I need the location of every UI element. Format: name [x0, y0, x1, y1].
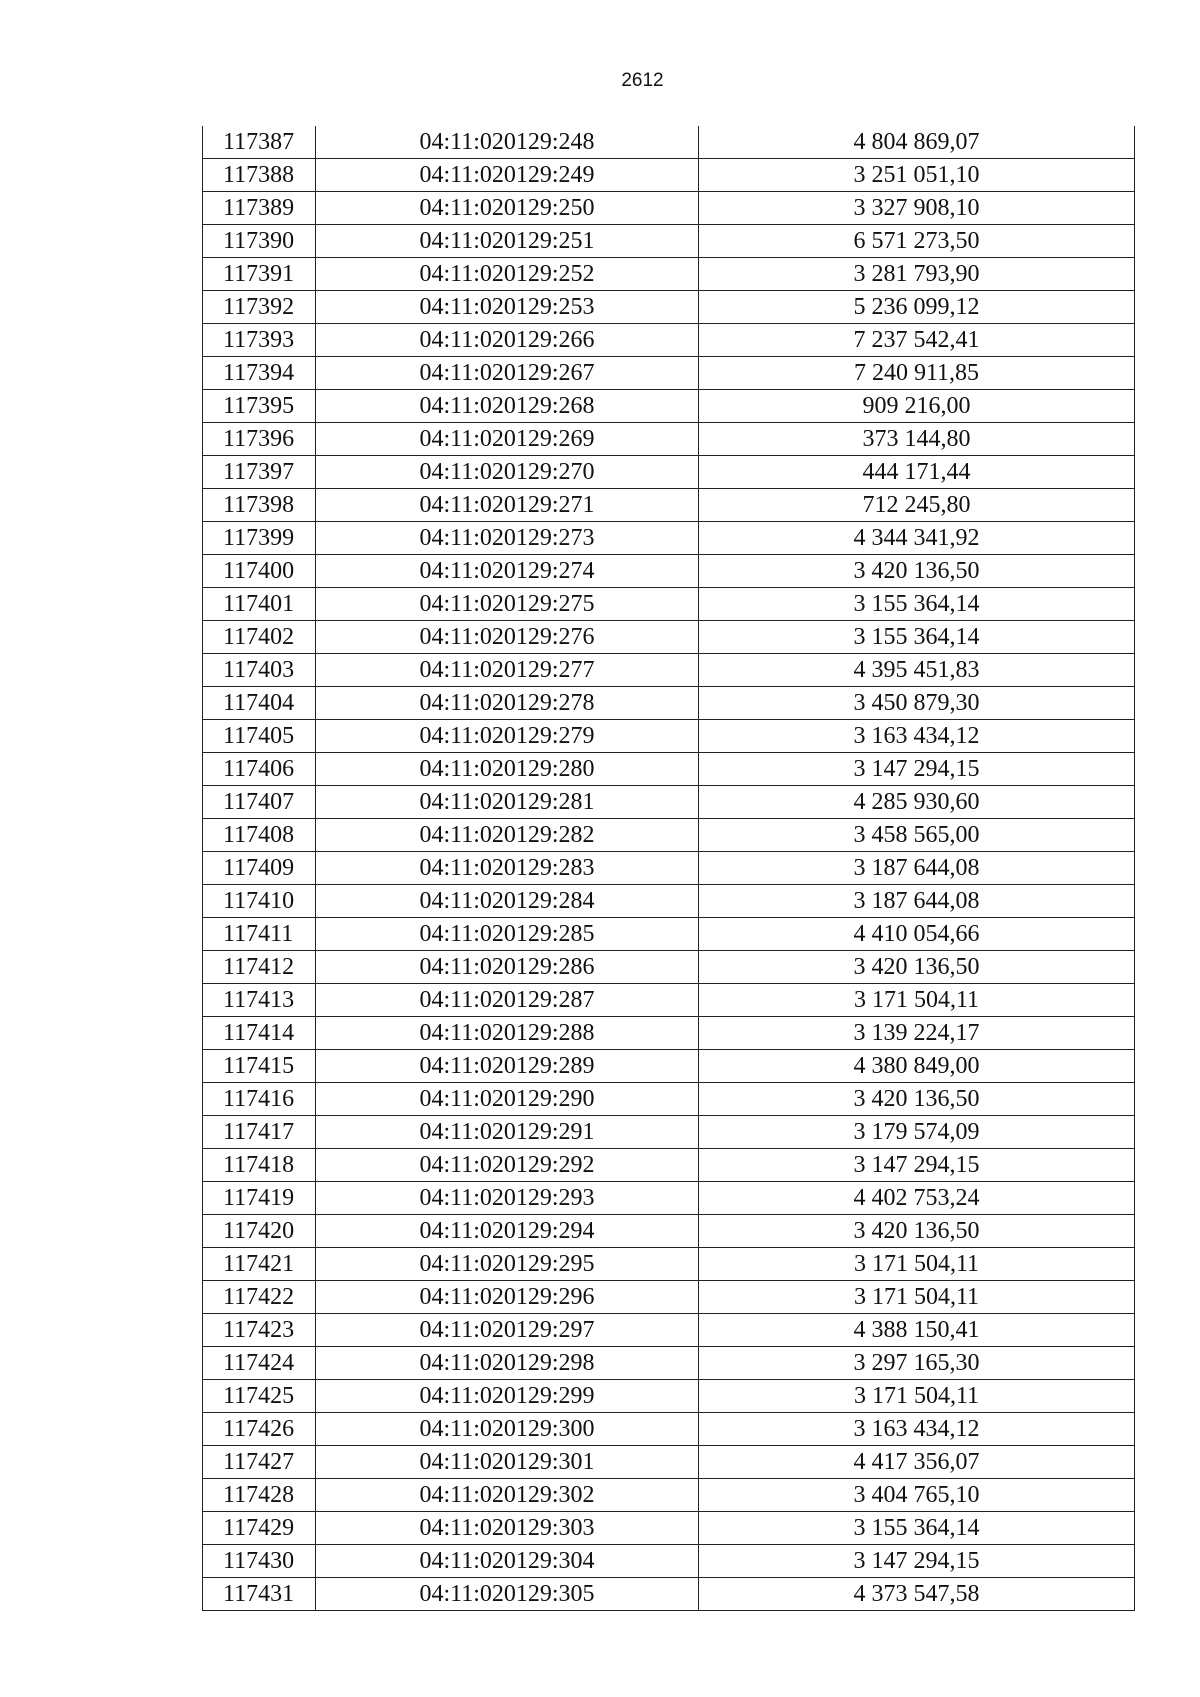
row-number-cell: 117401 [203, 588, 316, 621]
table-row [203, 687, 1135, 720]
cadastral-number-cell: 04:11:020129:295 [316, 1248, 699, 1281]
table-row [203, 1281, 1135, 1314]
cadastral-number-cell: 04:11:020129:253 [316, 291, 699, 324]
cadastral-number-cell: 04:11:020129:289 [316, 1050, 699, 1083]
row-number-cell: 117397 [203, 456, 316, 489]
table-row [203, 588, 1135, 621]
cadastral-value-cell: 4 804 869,07 [699, 126, 1135, 159]
cadastral-number-cell: 04:11:020129:266 [316, 324, 699, 357]
row-number-cell: 117418 [203, 1149, 316, 1182]
cadastral-number-cell: 04:11:020129:290 [316, 1083, 699, 1116]
cadastral-number-cell: 04:11:020129:294 [316, 1215, 699, 1248]
cadastral-number-cell: 04:11:020129:299 [316, 1380, 699, 1413]
cadastral-value-cell: 3 281 793,90 [699, 258, 1135, 291]
cadastral-value-cell: 6 571 273,50 [699, 225, 1135, 258]
row-number-cell: 117393 [203, 324, 316, 357]
cadastral-number-cell: 04:11:020129:283 [316, 852, 699, 885]
cadastral-number-cell: 04:11:020129:298 [316, 1347, 699, 1380]
row-number-cell: 117426 [203, 1413, 316, 1446]
cadastral-value-cell: 4 410 054,66 [699, 918, 1135, 951]
cadastral-value-cell: 3 187 644,08 [699, 885, 1135, 918]
cadastral-value-cell: 3 139 224,17 [699, 1017, 1135, 1050]
table-row [203, 1512, 1135, 1545]
table-row [203, 786, 1135, 819]
cadastral-value-cell: 3 163 434,12 [699, 720, 1135, 753]
cadastral-value-cell: 3 450 879,30 [699, 687, 1135, 720]
cadastral-number-cell: 04:11:020129:249 [316, 159, 699, 192]
table-row [203, 258, 1135, 291]
cadastral-value-cell: 3 179 574,09 [699, 1116, 1135, 1149]
cadastral-value-cell: 373 144,80 [699, 423, 1135, 456]
cadastral-value-cell: 4 373 547,58 [699, 1578, 1135, 1611]
cadastral-number-cell: 04:11:020129:275 [316, 588, 699, 621]
table-row [203, 1578, 1135, 1611]
row-number-cell: 117412 [203, 951, 316, 984]
cadastral-value-cell: 4 417 356,07 [699, 1446, 1135, 1479]
table-row [203, 1149, 1135, 1182]
table-row [203, 324, 1135, 357]
row-number-cell: 117388 [203, 159, 316, 192]
cadastral-value-cell: 5 236 099,12 [699, 291, 1135, 324]
cadastral-value-cell: 3 155 364,14 [699, 621, 1135, 654]
row-number-cell: 117414 [203, 1017, 316, 1050]
cadastral-number-cell: 04:11:020129:304 [316, 1545, 699, 1578]
row-number-cell: 117395 [203, 390, 316, 423]
cadastral-value-cell: 909 216,00 [699, 390, 1135, 423]
table-row [203, 1413, 1135, 1446]
cadastral-number-cell: 04:11:020129:296 [316, 1281, 699, 1314]
table-row [203, 885, 1135, 918]
row-number-cell: 117423 [203, 1314, 316, 1347]
cadastral-value-cell: 3 420 136,50 [699, 1083, 1135, 1116]
table-row [203, 489, 1135, 522]
cadastral-value-cell: 7 240 911,85 [699, 357, 1135, 390]
cadastral-value-cell: 3 155 364,14 [699, 1512, 1135, 1545]
row-number-cell: 117387 [203, 126, 316, 159]
row-number-cell: 117413 [203, 984, 316, 1017]
row-number-cell: 117396 [203, 423, 316, 456]
cadastral-value-cell: 3 251 051,10 [699, 159, 1135, 192]
row-number-cell: 117403 [203, 654, 316, 687]
cadastral-number-cell: 04:11:020129:267 [316, 357, 699, 390]
cadastral-value-cell: 3 171 504,11 [699, 1380, 1135, 1413]
table-row [203, 192, 1135, 225]
cadastral-number-cell: 04:11:020129:277 [316, 654, 699, 687]
table-row [203, 621, 1135, 654]
cadastral-value-cell: 4 388 150,41 [699, 1314, 1135, 1347]
cadastral-number-cell: 04:11:020129:300 [316, 1413, 699, 1446]
row-number-cell: 117425 [203, 1380, 316, 1413]
row-number-cell: 117398 [203, 489, 316, 522]
row-number-cell: 117428 [203, 1479, 316, 1512]
cadastral-number-cell: 04:11:020129:276 [316, 621, 699, 654]
cadastral-number-cell: 04:11:020129:268 [316, 390, 699, 423]
row-number-cell: 117404 [203, 687, 316, 720]
table-row [203, 423, 1135, 456]
table-row [203, 1479, 1135, 1512]
cadastral-number-cell: 04:11:020129:301 [316, 1446, 699, 1479]
cadastral-value-cell: 4 344 341,92 [699, 522, 1135, 555]
cadastral-value-cell: 3 420 136,50 [699, 951, 1135, 984]
cadastral-value-cell: 3 147 294,15 [699, 753, 1135, 786]
cadastral-value-cell: 3 171 504,11 [699, 1248, 1135, 1281]
row-number-cell: 117389 [203, 192, 316, 225]
row-number-cell: 117402 [203, 621, 316, 654]
table-row [203, 1248, 1135, 1281]
row-number-cell: 117429 [203, 1512, 316, 1545]
cadastral-value-cell: 3 187 644,08 [699, 852, 1135, 885]
row-number-cell: 117427 [203, 1446, 316, 1479]
table-row [203, 951, 1135, 984]
row-number-cell: 117422 [203, 1281, 316, 1314]
cadastral-number-cell: 04:11:020129:278 [316, 687, 699, 720]
table-row [203, 819, 1135, 852]
cadastral-number-cell: 04:11:020129:285 [316, 918, 699, 951]
table-row [203, 390, 1135, 423]
table-row [203, 720, 1135, 753]
cadastral-value-cell: 3 155 364,14 [699, 588, 1135, 621]
cadastral-value-cell: 3 171 504,11 [699, 1281, 1135, 1314]
cadastral-number-cell: 04:11:020129:280 [316, 753, 699, 786]
cadastral-number-cell: 04:11:020129:305 [316, 1578, 699, 1611]
cadastral-number-cell: 04:11:020129:273 [316, 522, 699, 555]
table-row [203, 159, 1135, 192]
cadastral-number-cell: 04:11:020129:250 [316, 192, 699, 225]
cadastral-number-cell: 04:11:020129:269 [316, 423, 699, 456]
cadastral-number-cell: 04:11:020129:279 [316, 720, 699, 753]
cadastral-number-cell: 04:11:020129:271 [316, 489, 699, 522]
row-number-cell: 117400 [203, 555, 316, 588]
row-number-cell: 117407 [203, 786, 316, 819]
row-number-cell: 117408 [203, 819, 316, 852]
cadastral-number-cell: 04:11:020129:274 [316, 555, 699, 588]
row-number-cell: 117410 [203, 885, 316, 918]
table-row [203, 654, 1135, 687]
row-number-cell: 117392 [203, 291, 316, 324]
table-row [203, 357, 1135, 390]
cadastral-value-cell: 4 402 753,24 [699, 1182, 1135, 1215]
row-number-cell: 117430 [203, 1545, 316, 1578]
table-body [203, 126, 1135, 1611]
table-row [203, 852, 1135, 885]
row-number-cell: 117406 [203, 753, 316, 786]
cadastral-number-cell: 04:11:020129:292 [316, 1149, 699, 1182]
cadastral-value-cell: 712 245,80 [699, 489, 1135, 522]
cadastral-value-cell: 4 285 930,60 [699, 786, 1135, 819]
table-row [203, 1116, 1135, 1149]
cadastral-value-cell: 3 147 294,15 [699, 1149, 1135, 1182]
table-row [203, 456, 1135, 489]
table-row [203, 1347, 1135, 1380]
cadastral-number-cell: 04:11:020129:288 [316, 1017, 699, 1050]
page-number: 2612 [621, 70, 664, 91]
row-number-cell: 117417 [203, 1116, 316, 1149]
row-number-cell: 117394 [203, 357, 316, 390]
cadastral-number-cell: 04:11:020129:248 [316, 126, 699, 159]
cadastral-number-cell: 04:11:020129:291 [316, 1116, 699, 1149]
cadastral-value-cell: 3 163 434,12 [699, 1413, 1135, 1446]
row-number-cell: 117431 [203, 1578, 316, 1611]
cadastral-number-cell: 04:11:020129:270 [316, 456, 699, 489]
cadastral-number-cell: 04:11:020129:302 [316, 1479, 699, 1512]
row-number-cell: 117415 [203, 1050, 316, 1083]
table-row [203, 1017, 1135, 1050]
table-row [203, 555, 1135, 588]
table-row [203, 1446, 1135, 1479]
row-number-cell: 117420 [203, 1215, 316, 1248]
table-row [203, 522, 1135, 555]
row-number-cell: 117405 [203, 720, 316, 753]
row-number-cell: 117390 [203, 225, 316, 258]
row-number-cell: 117391 [203, 258, 316, 291]
cadastral-value-cell: 4 380 849,00 [699, 1050, 1135, 1083]
cadastral-value-cell: 444 171,44 [699, 456, 1135, 489]
cadastral-value-table [202, 126, 1135, 1611]
table-row [203, 753, 1135, 786]
row-number-cell: 117416 [203, 1083, 316, 1116]
table-row [203, 1314, 1135, 1347]
cadastral-value-cell: 3 404 765,10 [699, 1479, 1135, 1512]
cadastral-value-cell: 3 297 165,30 [699, 1347, 1135, 1380]
cadastral-number-cell: 04:11:020129:303 [316, 1512, 699, 1545]
table-row [203, 1182, 1135, 1215]
table-row [203, 225, 1135, 258]
table-row [203, 1050, 1135, 1083]
cadastral-number-cell: 04:11:020129:281 [316, 786, 699, 819]
table-row [203, 1380, 1135, 1413]
cadastral-number-cell: 04:11:020129:293 [316, 1182, 699, 1215]
table-row [203, 918, 1135, 951]
cadastral-value-cell: 4 395 451,83 [699, 654, 1135, 687]
cadastral-number-cell: 04:11:020129:286 [316, 951, 699, 984]
row-number-cell: 117421 [203, 1248, 316, 1281]
cadastral-value-cell: 7 237 542,41 [699, 324, 1135, 357]
table-row [203, 126, 1135, 159]
row-number-cell: 117419 [203, 1182, 316, 1215]
cadastral-number-cell: 04:11:020129:282 [316, 819, 699, 852]
cadastral-number-cell: 04:11:020129:287 [316, 984, 699, 1017]
cadastral-number-cell: 04:11:020129:251 [316, 225, 699, 258]
cadastral-value-cell: 3 458 565,00 [699, 819, 1135, 852]
table-row [203, 1545, 1135, 1578]
row-number-cell: 117399 [203, 522, 316, 555]
table-row [203, 1083, 1135, 1116]
table-row [203, 291, 1135, 324]
cadastral-value-cell: 3 327 908,10 [699, 192, 1135, 225]
cadastral-value-cell: 3 420 136,50 [699, 1215, 1135, 1248]
cadastral-number-cell: 04:11:020129:252 [316, 258, 699, 291]
table-row [203, 1215, 1135, 1248]
table-row [203, 984, 1135, 1017]
row-number-cell: 117424 [203, 1347, 316, 1380]
cadastral-value-cell: 3 420 136,50 [699, 555, 1135, 588]
cadastral-number-cell: 04:11:020129:297 [316, 1314, 699, 1347]
cadastral-number-cell: 04:11:020129:284 [316, 885, 699, 918]
row-number-cell: 117409 [203, 852, 316, 885]
cadastral-value-cell: 3 147 294,15 [699, 1545, 1135, 1578]
row-number-cell: 117411 [203, 918, 316, 951]
cadastral-value-cell: 3 171 504,11 [699, 984, 1135, 1017]
